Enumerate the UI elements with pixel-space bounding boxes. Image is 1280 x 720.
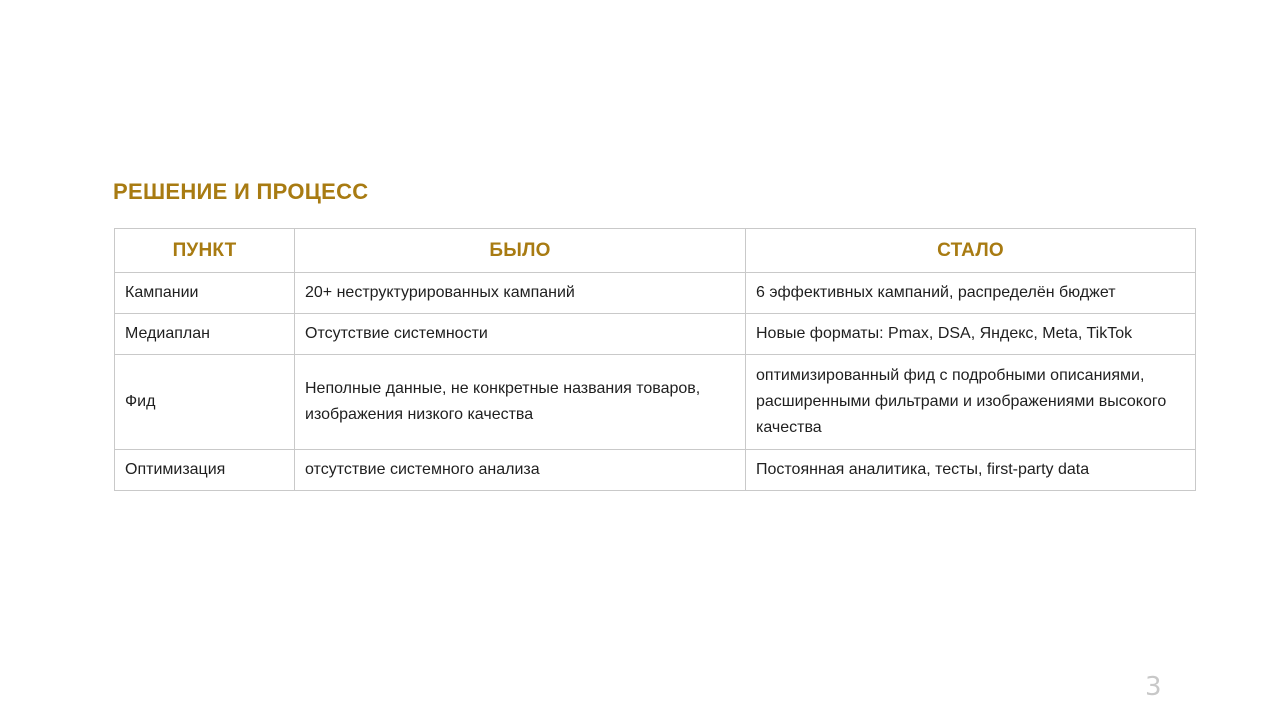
table-header-row (115, 229, 1196, 273)
table-row (115, 450, 1196, 491)
cell-before: отсутствие системного анализа (295, 450, 746, 491)
cell-after: Новые форматы: Pmax, DSA, Яндекс, Meta, TikTok (746, 314, 1196, 355)
cell-after: 6 эффективных кампаний, распределён бюджет (746, 273, 1196, 314)
slide-title: РЕШЕНИЕ И ПРОЦЕСС (113, 179, 369, 204)
header-after: СТАЛО (746, 229, 1196, 273)
comparison-table (114, 228, 1196, 491)
cell-after: Постоянная аналитика, тесты, first-party data (746, 450, 1196, 491)
page-number: 3 (1145, 672, 1162, 702)
cell-before: 20+ неструктурированных кампаний (295, 273, 746, 314)
table-row (115, 355, 1196, 450)
cell-before: Отсутствие системности (295, 314, 746, 355)
table-row (115, 273, 1196, 314)
cell-item: Оптимизация (115, 450, 295, 491)
cell-item: Кампании (115, 273, 295, 314)
cell-item: Медиаплан (115, 314, 295, 355)
table-row (115, 314, 1196, 355)
cell-item: Фид (115, 355, 295, 450)
header-before: БЫЛО (295, 229, 746, 273)
cell-after: оптимизированный фид с подробными описаниями, расширенными фильтрами и изображениями высокого качества (746, 355, 1196, 450)
header-item: ПУНКТ (115, 229, 295, 273)
cell-before: Неполные данные, не конкретные названия товаров, изображения низкого качества (295, 355, 746, 450)
